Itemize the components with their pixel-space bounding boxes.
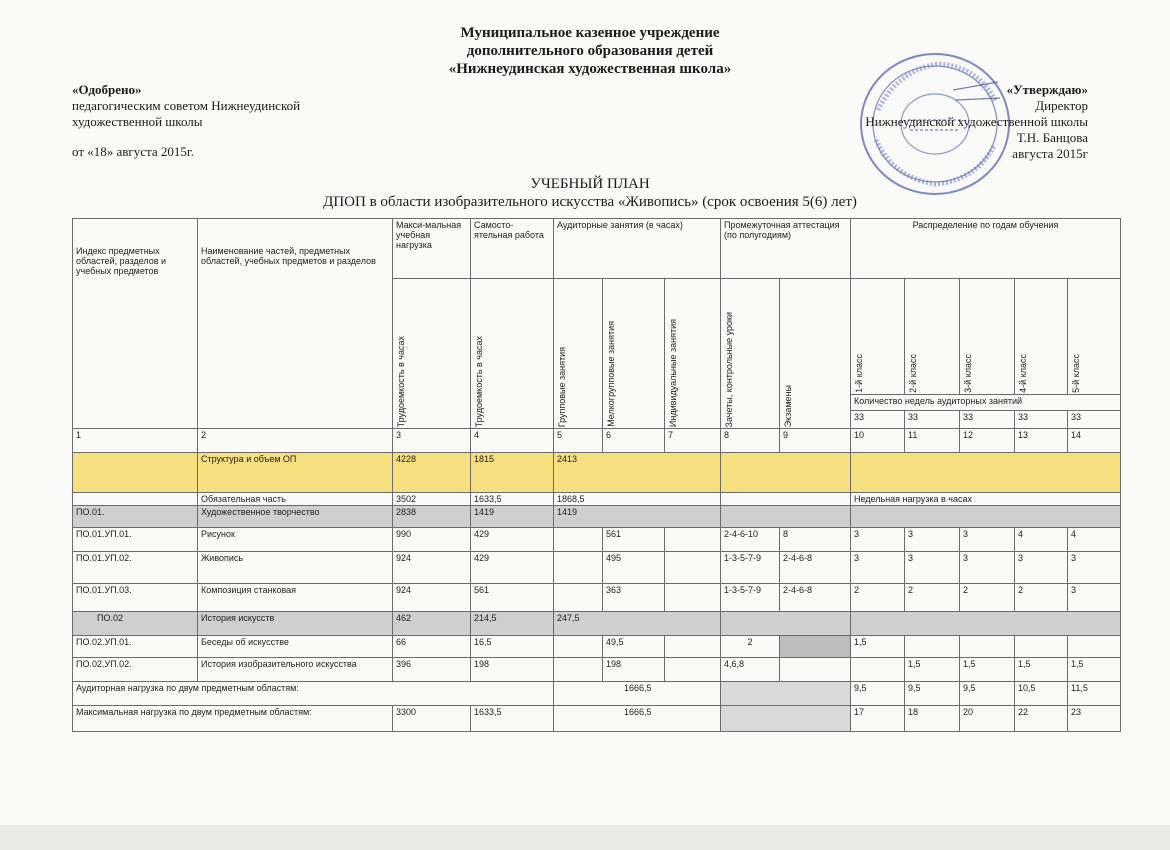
row-max: 462 <box>393 612 471 636</box>
approved-date: от «18» августа 2015г. <box>72 144 194 159</box>
row-year-5: 1,5 <box>1068 658 1121 682</box>
weeks-2: 33 <box>905 411 960 429</box>
row-credit: 4,6,8 <box>721 658 780 682</box>
row-year-5: 3 <box>1068 584 1121 612</box>
row-max: 396 <box>393 658 471 682</box>
col-num-4: 4 <box>471 429 554 453</box>
weeks-5: 33 <box>1068 411 1121 429</box>
row-year-2: 3 <box>905 552 960 584</box>
row-aud: 1666,5 <box>554 706 721 732</box>
row-year-1: 9,5 <box>851 682 905 706</box>
header-grade-5: 5-й класс <box>1071 354 1081 393</box>
column-number-row <box>73 429 1121 453</box>
row-self: 1633,5 <box>471 493 554 506</box>
row-year-4: 2 <box>1015 584 1068 612</box>
row-max: 66 <box>393 636 471 658</box>
header-v3: Групповые занятия <box>557 346 567 427</box>
weekly-load-label: Недельная нагрузка в часах <box>851 493 1121 506</box>
col-num-9: 9 <box>780 429 851 453</box>
col-num-3: 3 <box>393 429 471 453</box>
row-small-group: 198 <box>603 658 665 682</box>
row-year-2: 2 <box>905 584 960 612</box>
header-v7: Экзамены <box>783 384 793 427</box>
row-index: ПО.02.УП.02. <box>73 658 198 682</box>
row-name: История изобразительного искусства <box>198 658 393 682</box>
row-year-2: 1,5 <box>905 658 960 682</box>
row-self: 1419 <box>471 506 554 528</box>
row-name: Композиция станковая <box>198 584 393 612</box>
row-self: 16,5 <box>471 636 554 658</box>
table-row <box>73 682 1121 706</box>
row-aud: 1419 <box>554 506 721 528</box>
row-max: 2838 <box>393 506 471 528</box>
row-name: Художественное творчество <box>198 506 393 528</box>
row-max: 4228 <box>393 453 471 493</box>
row-self: 1815 <box>471 453 554 493</box>
org-name-line-2: дополнительного образования детей <box>466 43 714 59</box>
row-year-4: 10,5 <box>1015 682 1068 706</box>
row-credit: 1-3-5-7-9 <box>721 552 780 584</box>
row-small-group: 49,5 <box>603 636 665 658</box>
row-year-4: 22 <box>1015 706 1068 732</box>
row-max: 990 <box>393 528 471 552</box>
row-max: 3502 <box>393 493 471 506</box>
table-row <box>73 636 1121 658</box>
row-year-4: 1,5 <box>1015 658 1068 682</box>
row-index: ПО.01.УП.01. <box>73 528 198 552</box>
confirm-line-4: августа 2015г <box>1012 146 1088 161</box>
approved-line-1: педагогическим советом Нижнеудинской <box>72 98 301 113</box>
row-label: Максимальная нагрузка по двум предметным областям: <box>73 706 393 732</box>
col-num-14: 14 <box>1068 429 1121 453</box>
row-year-1: 1,5 <box>851 636 905 658</box>
col-num-12: 12 <box>960 429 1015 453</box>
row-self: 1633,5 <box>471 706 554 732</box>
row-index: ПО.02 <box>73 612 198 636</box>
row-max: 3300 <box>393 706 471 732</box>
row-year-4: 3 <box>1015 552 1068 584</box>
header-grade-3: 3-й класс <box>963 354 973 393</box>
row-year-3: 20 <box>960 706 1015 732</box>
row-index: ПО.01. <box>73 506 198 528</box>
approved-line-2: художественной школы <box>72 114 203 129</box>
header-row-top <box>73 219 1121 279</box>
row-year-5: 23 <box>1068 706 1121 732</box>
row-max: 924 <box>393 552 471 584</box>
scan-border <box>0 825 1170 850</box>
row-index: ПО.02.УП.01. <box>73 636 198 658</box>
row-index: ПО.01.УП.03. <box>73 584 198 612</box>
row-credit: 2 <box>721 636 780 658</box>
header-grade-1: 1-й класс <box>854 354 864 393</box>
table-row <box>73 493 1121 506</box>
table-row <box>73 612 1121 636</box>
row-aud: 1868,5 <box>554 493 721 506</box>
col-num-8: 8 <box>721 429 780 453</box>
table-row <box>73 453 1121 493</box>
row-year-4: 4 <box>1015 528 1068 552</box>
table-row <box>73 706 1121 732</box>
col-num-2: 2 <box>198 429 393 453</box>
row-self: 429 <box>471 552 554 584</box>
weeks-1: 33 <box>851 411 905 429</box>
header-grade-2: 2-й класс <box>908 354 918 393</box>
col-num-6: 6 <box>603 429 665 453</box>
row-aud: 2413 <box>554 453 721 493</box>
header-self: Самосто-ятельная работа <box>471 219 554 279</box>
row-self: 214,5 <box>471 612 554 636</box>
header-v1: Трудоемкость в часах <box>396 335 406 427</box>
row-name: Структура и объем ОП <box>198 453 393 493</box>
col-num-5: 5 <box>554 429 603 453</box>
row-name: Рисунок <box>198 528 393 552</box>
header-index: Индекс предметных областей, разделов и учебных предметов <box>73 219 198 429</box>
row-name: Обязательная часть <box>198 493 393 506</box>
header-v5: Индивидуальные занятия <box>668 318 678 427</box>
row-year-5: 3 <box>1068 552 1121 584</box>
org-name-line-3: «Нижнеудинская художественная школа» <box>448 61 732 77</box>
row-small-group: 363 <box>603 584 665 612</box>
plan-subtitle: ДПОП в области изобразительного искусства «Живопись» (срок освоения 5(6) лет) <box>323 194 857 210</box>
row-year-3: 9,5 <box>960 682 1015 706</box>
row-year-3: 1,5 <box>960 658 1015 682</box>
header-grade-4: 4-й класс <box>1018 354 1028 393</box>
col-num-10: 10 <box>851 429 905 453</box>
row-exam: 2-4-6-8 <box>780 552 851 584</box>
header-v6: Зачеты, контрольные уроки <box>724 311 734 427</box>
row-year-1: 17 <box>851 706 905 732</box>
confirm-title: «Утверждаю» <box>1006 82 1088 97</box>
row-exam: 2-4-6-8 <box>780 584 851 612</box>
table-row <box>73 506 1121 528</box>
row-self: 198 <box>471 658 554 682</box>
row-credit: 2-4-6-10 <box>721 528 780 552</box>
header-distribution: Распределение по годам обучения <box>851 219 1121 279</box>
row-aud: 1666,5 <box>554 682 721 706</box>
row-max: 924 <box>393 584 471 612</box>
row-index: ПО.01.УП.02. <box>73 552 198 584</box>
header-attest: Промежуточная аттестация (по полугодиям) <box>721 219 851 279</box>
row-year-3: 3 <box>960 528 1015 552</box>
curriculum-table <box>72 218 1121 732</box>
org-name-line-1: Муниципальное казенное учреждение <box>460 25 720 41</box>
confirm-line-1: Директор <box>1035 98 1088 113</box>
row-year-2: 9,5 <box>905 682 960 706</box>
approved-block <box>72 82 300 160</box>
row-label: Аудиторная нагрузка по двум предметным областям: <box>73 682 554 706</box>
row-name: Живопись <box>198 552 393 584</box>
row-name: История искусств <box>198 612 393 636</box>
row-year-1: 3 <box>851 552 905 584</box>
row-small-group: 495 <box>603 552 665 584</box>
header-aud: Аудиторные занятия (в часах) <box>554 219 721 279</box>
row-year-5: 11,5 <box>1068 682 1121 706</box>
col-num-1: 1 <box>73 429 198 453</box>
approved-title: «Одобрено» <box>72 82 142 97</box>
weeks-3: 33 <box>960 411 1015 429</box>
row-exam: 8 <box>780 528 851 552</box>
confirm-line-2: Нижнеудинской художественной школы <box>865 114 1088 129</box>
col-num-7: 7 <box>665 429 721 453</box>
weeks-4: 33 <box>1015 411 1068 429</box>
row-year-1: 2 <box>851 584 905 612</box>
col-num-13: 13 <box>1015 429 1068 453</box>
row-year-3: 2 <box>960 584 1015 612</box>
row-year-3: 3 <box>960 552 1015 584</box>
confirm-block <box>865 82 1088 162</box>
row-year-2: 18 <box>905 706 960 732</box>
row-name: Беседы об искусстве <box>198 636 393 658</box>
row-year-2: 3 <box>905 528 960 552</box>
header-v4: Мелкогрупповые занятия <box>606 321 616 427</box>
row-small-group: 561 <box>603 528 665 552</box>
row-year-5: 4 <box>1068 528 1121 552</box>
header-max: Макси-мальная учебная нагрузка <box>393 219 471 279</box>
header-name: Наименование частей, предметных областей, учебных предметов и разделов <box>198 219 393 429</box>
table-row <box>73 658 1121 682</box>
row-year-1: 3 <box>851 528 905 552</box>
table-row <box>73 584 1121 612</box>
plan-title: УЧЕБНЫЙ ПЛАН <box>530 176 650 192</box>
header-weeks-label: Количество недель аудиторных занятий <box>851 395 1121 411</box>
row-aud: 247,5 <box>554 612 721 636</box>
table-row <box>73 552 1121 584</box>
row-self: 561 <box>471 584 554 612</box>
header-v2: Трудоемкость в часах <box>474 335 484 427</box>
confirm-line-3: Т.Н. Банцова <box>1016 130 1088 145</box>
table-row <box>73 528 1121 552</box>
row-credit: 1-3-5-7-9 <box>721 584 780 612</box>
row-self: 429 <box>471 528 554 552</box>
col-num-11: 11 <box>905 429 960 453</box>
